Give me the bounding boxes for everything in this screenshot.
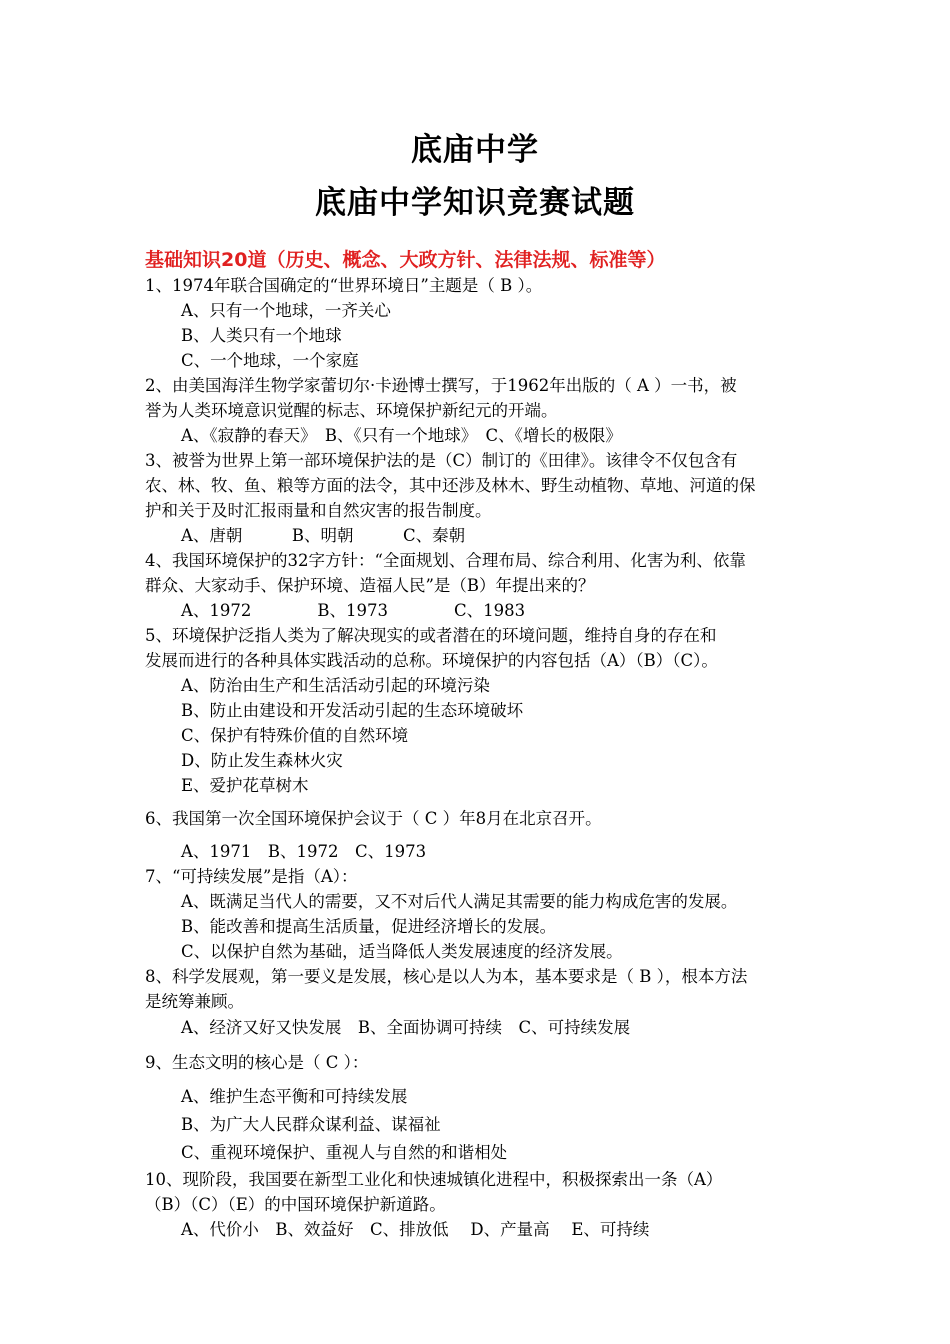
question-2-cont: 誉为人类环境意识觉醒的标志、环境保护新纪元的开端。 <box>145 401 558 420</box>
question-list <box>145 273 810 1242</box>
question-7-option-c: C、以保护自然为基础，适当降低人类发展速度的经济发展。 <box>181 942 623 961</box>
page-title: 底庙中学知识竞赛试题 <box>315 185 635 221</box>
question-5-option-e: E、爱护花草树木 <box>181 776 309 795</box>
question-9: 9、生态文明的核心是（ C ）： <box>145 1053 369 1072</box>
section-heading: 基础知识20道（历史、概念、大政方针、法律法规、标准等） <box>145 249 666 271</box>
question-8: 8、科学发展观，第一要义是发展，核心是以人为本，基本要求是（ B ），根本方法 <box>145 967 748 986</box>
spacer <box>145 798 810 806</box>
question-3-cont-1: 农、林、牧、鱼、粮等方面的法令，其中还涉及林木、野生动植物、草地、河道的保 <box>145 476 756 495</box>
spacer <box>145 1075 810 1083</box>
question-7-option-b: B、能改善和提高生活质量，促进经济增长的发展。 <box>181 917 557 936</box>
question-3: 3、被誉为世界上第一部环境保护法的是（C）制订的《田律》。该律令不仅包含有 <box>145 451 738 470</box>
question-4-options: A、1972 B、1973 C、1983 <box>181 601 526 620</box>
question-10-options: A、代价小 B、效益好 C、排放低 D、产量高 E、可持续 <box>181 1220 650 1239</box>
question-10: 10、现阶段，我国要在新型工业化和快速城镇化进程中，积极探索出一条（A） <box>145 1170 723 1189</box>
question-2-options: A、《寂静的春天》 B、《只有一个地球》 C、《增长的极限》 <box>181 426 622 445</box>
spacer <box>145 831 810 839</box>
question-8-options: A、经济又好又快发展 B、全面协调可持续 C、可持续发展 <box>181 1018 631 1037</box>
question-1-option-a: A、只有一个地球，一齐关心 <box>181 301 391 320</box>
question-1: 1、1974年联合国确定的“世界环境日”主题是（ B ）。 <box>145 276 543 295</box>
question-5-option-a: A、防治由生产和生活活动引起的环境污染 <box>181 676 490 695</box>
question-10-cont: （B）（C）（E）的中国环境保护新道路。 <box>145 1195 446 1214</box>
question-8-cont: 是统筹兼顾。 <box>145 992 244 1011</box>
question-6-options: A、1971 B、1972 C、1973 <box>181 842 427 861</box>
question-1-option-b: B、人类只有一个地球 <box>181 326 342 345</box>
question-2: 2、由美国海洋生物学家蕾切尔·卡逊博士撰写，于1962年出版的（ A ）一书，被 <box>145 376 737 395</box>
question-5-option-c: C、保护有特殊价值的自然环境 <box>181 726 409 745</box>
school-name: 底庙中学 <box>411 132 539 168</box>
question-3-options: A、唐朝 B、明朝 C、秦朝 <box>181 526 466 545</box>
question-5: 5、环境保护泛指人类为了解决现实的或者潜在的环境问题，维持自身的存在和 <box>145 626 717 645</box>
question-9-option-a: A、维护生态平衡和可持续发展 <box>181 1087 408 1106</box>
spacer <box>145 1042 810 1050</box>
question-5-cont: 发展而进行的各种具体实践活动的总称。环境保护的内容包括（A）（B）（C）。 <box>145 651 718 670</box>
question-6: 6、我国第一次全国环境保护会议于（ C ）年8月在北京召开。 <box>145 809 602 828</box>
question-1-option-c: C、一个地球，一个家庭 <box>181 351 359 370</box>
question-3-cont-2: 护和关于及时汇报雨量和自然灾害的报告制度。 <box>145 501 492 520</box>
question-9-option-c: C、重视环境保护、重视人与自然的和谐相处 <box>181 1143 508 1162</box>
question-4: 4、我国环境保护的32字方针：“全面规划、合理布局、综合利用、化害为利、依靠 <box>145 551 746 570</box>
question-4-cont: 群众、大家动手、保护环境、造福人民”是（B）年提出来的？ <box>145 576 595 595</box>
question-5-option-d: D、防止发生森林火灾 <box>181 751 343 770</box>
question-7-option-a: A、既满足当代人的需要，又不对后代人满足其需要的能力构成危害的发展。 <box>181 892 738 911</box>
question-9-option-b: B、为广大人民群众谋利益、谋福祉 <box>181 1115 441 1134</box>
question-5-option-b: B、防止由建设和开发活动引起的生态环境破坏 <box>181 701 524 720</box>
question-7: 7、“可持续发展”是指（A）： <box>145 867 358 886</box>
